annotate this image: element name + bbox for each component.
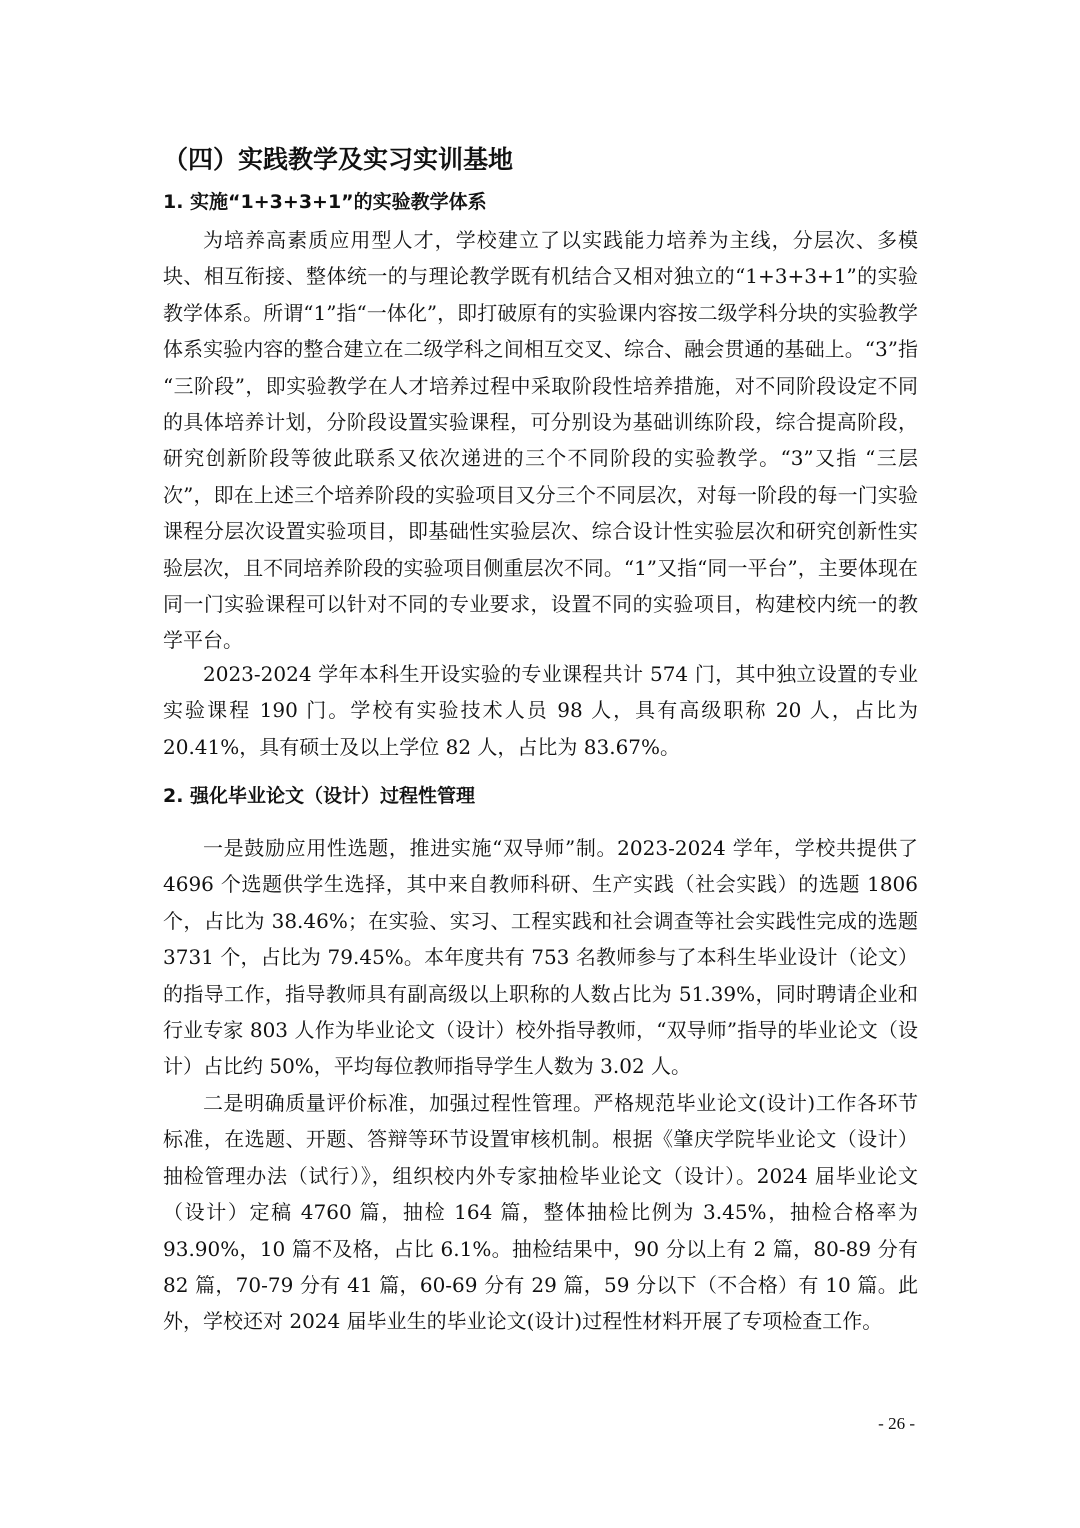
paragraph-dual-mentor: 一是鼓励应用性选题，推进实施“双导师”制。2023-2024 学年，学校共提供了 4696 个选题供学生选择，其中来自教师科研、生产实践（社会实践）的选题 1806 个，占比为 38.46%；在实验、实习、工程实践和社会调查等社会实践性完成的选题 3731 个，占比为 79.45%。本年度共有 753 名教师参与了本科生毕业设计（论文）的指导工作，指导教师具有副高级以上职称的人数占比为 51.39%，同时聘请企业和行业专家 803 人作为毕业论文（设计）校外指导教师，“双导师”指导的毕业论文（设计）占比约 50%，平均每位教师指导学生人数为 3.02 人。 [163,836,918,1079]
paragraph-quality-evaluation: 二是明确质量评价标准，加强过程性管理。严格规范毕业论文(设计)工作各环节标准，在选题、开题、答辩等环节设置审核机制。根据《肇庆学院毕业论文（设计）抽检管理办法（试行）》，组织校内外专家抽检毕业论文（设计）。2024 届毕业论文（设计）定稿 4760 篇，抽检 164 篇，整体抽检比例为 3.45%，抽检合格率为 93.90%，10 篇不及格，占比 6.1%。抽检结果中，90 分以上有 2 篇，80-89 分有 82 篇，70-79 分有 41 篇，60-69 分有 29 篇，59 分以下（不合格）有 10 篇。此外，学校还对 2024 届毕业生的毕业论文(设计)过程性材料开展了专项检查工作。 [163,1091,918,1334]
subsection-heading-1: 1. 实施“1+3+3+1”的实验教学体系 [163,191,487,213]
section-heading: （四）实践教学及实习实训基地 [163,145,514,174]
paragraph-experiment-system: 为培养高素质应用型人才，学校建立了以实践能力培养为主线，分层次、多模块、相互衔接、整体统一的与理论教学既有机结合又相对独立的“1+3+3+1”的实验教学体系。所谓“1”指“一体化”，即打破原有的实验课内容按二级学科分块的实验教学体系实验内容的整合建立在二级学科之间相互交叉、综合、融会贯通的基础上。“3”指 “三阶段”，即实验教学在人才培养过程中采取阶段性培养措施，对不同阶段设定不同的具体培养计划，分阶段设置实验课程，可分别设为基础训练阶段，综合提高阶段，研究创新阶段等彼此联系又依次递进的三个不同阶段的实验教学。“3”又指 “三层次”，即在上述三个培养阶段的实验项目又分三个不同层次，对每一阶段的每一门实验课程分层次设置实验项目，即基础性实验层次、综合设计性实验层次和研究创新性实验层次，且不同培养阶段的实验项目侧重层次不同。“1”又指“同一平台”，主要体现在同一门实验课程可以针对不同的专业要求，设置不同的实验项目，构建校内统一的教学平台。 [163,228,918,653]
subsection-heading-2: 2. 强化毕业论文（设计）过程性管理 [163,785,476,807]
paragraph-experiment-stats: 2023-2024 学年本科生开设实验的专业课程共计 574 门，其中独立设置的专业实验课程 190 门。学校有实验技术人员 98 人，具有高级职称 20 人，占比为 20.41%，具有硕士及以上学位 82 人，占比为 83.67%。 [163,662,918,759]
page-number: - 26 - [878,1414,915,1433]
